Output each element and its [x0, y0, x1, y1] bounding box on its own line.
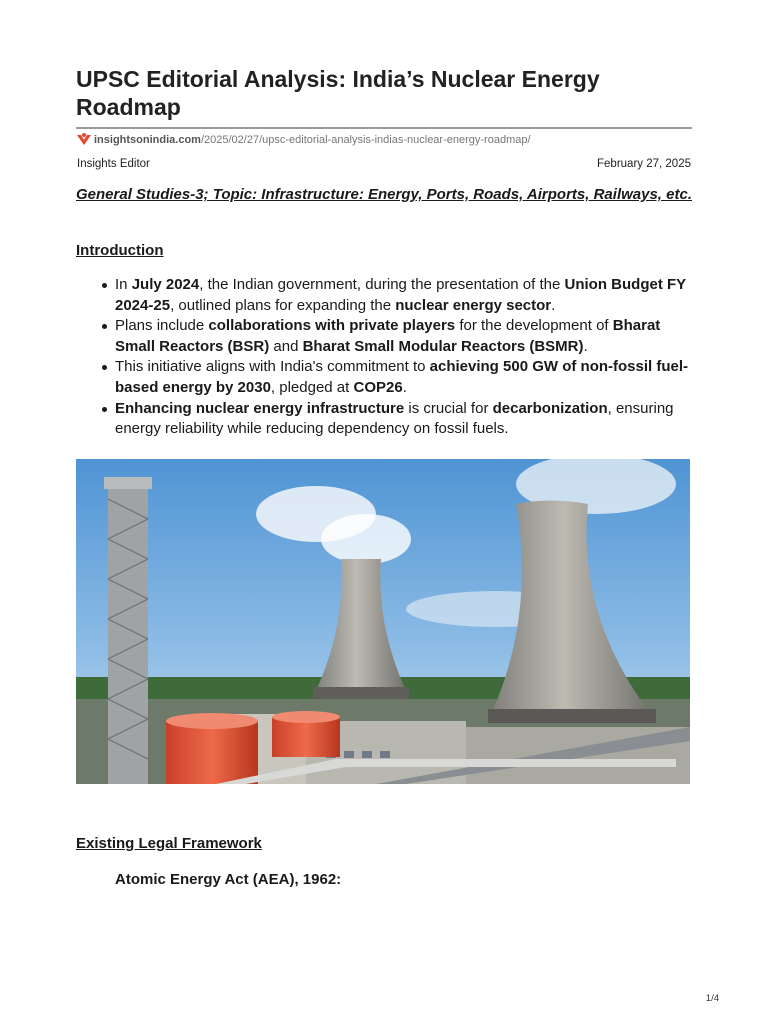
- introduction-bullet: [115, 399, 692, 440]
- bullet-text: This initiative aligns with India's commitment to: [115, 358, 430, 376]
- author-name: Insights Editor: [77, 158, 150, 170]
- introduction-bullet: [115, 357, 692, 398]
- source-domain[interactable]: insightsonindia.com: [94, 134, 201, 146]
- bullet-bold-text: Union Budget FY 2024-25: [115, 276, 686, 314]
- introduction-bullet-list: [76, 275, 692, 440]
- bullet-bold-text: decarbonization: [492, 399, 608, 417]
- bullet-bold-text: July 2024: [131, 276, 200, 293]
- legal-framework-heading: Existing Legal Framework: [76, 835, 262, 852]
- bullet-text: Plans include: [115, 317, 209, 335]
- insights-logo-icon: [76, 132, 92, 146]
- bullet-bold-text: nuclear energy sector: [395, 296, 552, 314]
- bullet-text: .: [402, 378, 407, 396]
- bullet-text: and: [269, 337, 303, 355]
- bullet-text: , the Indian government, during the presentation of the: [199, 276, 565, 293]
- bullet-bold-text: Bharat Small Modular Reactors (BSMR): [302, 337, 584, 355]
- nuclear-power-plant-photo: [76, 459, 690, 784]
- topic-line: General Studies-3; Topic: Infrastructure: Energy, Ports, Roads, Airports, Railways, etc.: [76, 186, 692, 203]
- bullet-text: for the development of: [455, 317, 613, 335]
- introduction-heading: Introduction: [76, 242, 164, 259]
- article-meta: [76, 156, 692, 172]
- bullet-text: .: [551, 296, 556, 314]
- bullet-bold-text: collaborations with private players: [208, 317, 456, 335]
- bullet-bold-text: Enhancing nuclear energy infrastructure: [115, 399, 405, 417]
- article-title: UPSC Editorial Analysis: India’s Nuclear Energy Roadmap: [76, 66, 600, 120]
- bullet-bold-text: COP26: [353, 378, 403, 396]
- bullet-text: In: [115, 276, 132, 293]
- bullet-text: , outlined plans for expanding the: [170, 296, 396, 314]
- bullet-text: is crucial for: [404, 399, 493, 417]
- page-indicator: 1/4: [705, 993, 719, 1004]
- bullet-bold-text: achieving 500 GW of non-fossil fuel-based energy by 2030: [115, 358, 689, 396]
- bullet-text: , ensuring energy reliability while reducing dependency on fossil fuels.: [115, 399, 674, 438]
- introduction-bullet: [115, 275, 692, 316]
- source-link[interactable]: [76, 132, 692, 148]
- bullet-text: , pledged at: [270, 378, 354, 396]
- introduction-bullet: [115, 316, 692, 357]
- atomic-energy-act-heading: Atomic Energy Act (AEA), 1962:: [115, 871, 342, 888]
- bullet-bold-text: Bharat Small Reactors (BSR): [115, 317, 661, 355]
- source-path[interactable]: /2025/02/27/upsc-editorial-analysis-indias-nuclear-energy-roadmap/: [200, 134, 531, 146]
- bullet-text: .: [583, 337, 588, 355]
- publish-date: February 27, 2025: [597, 158, 691, 170]
- title-divider: [76, 127, 692, 129]
